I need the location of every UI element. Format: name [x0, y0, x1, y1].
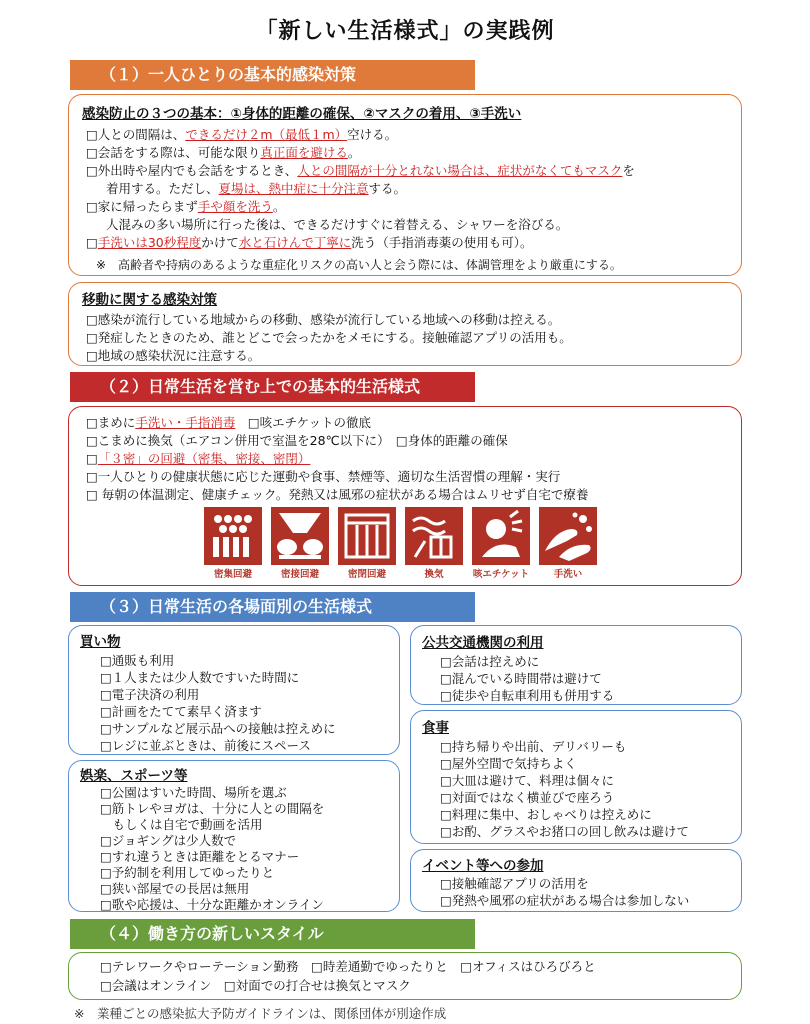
- transit-item: □徒歩や自転車利用も併用する: [440, 688, 615, 703]
- daily-line-3: □「３密」の回避（密集、密接、密閉）: [86, 451, 311, 466]
- leisure-item: □狭い部屋での長居は無用: [100, 881, 250, 896]
- work-style-line-1: □テレワークやローテーション勤務 □時差通勤でゆったりと □オフィスはひろびろと: [100, 959, 596, 974]
- movement-heading: 移動に関する感染対策: [82, 292, 217, 308]
- meals-item: □大皿は避けて、料理は個々に: [440, 773, 615, 788]
- basics-note: ※ 高齢者や持病のあるような重症化リスクの高い人と会う際には、体調管理をより厳重にする。: [96, 258, 622, 272]
- movement-item: □発症したときのため、誰とどこで会ったかをメモにする。接触確認アプリの活用も。: [86, 330, 572, 345]
- shopping-item: □計画をたてて素早く済ます: [100, 704, 262, 719]
- basics-line-4: 着用する。ただし、夏場は、熱中症に十分注意する。: [106, 181, 407, 196]
- meals-item: □屋外空間で気持ちよく: [440, 756, 577, 771]
- shopping-item: □サンプルなど展示品への接触は控えめに: [100, 721, 336, 736]
- meals-item: □対面ではなく横並びで座ろう: [440, 790, 615, 805]
- basics-line-5: □家に帰ったらまず手や顔を洗う。: [86, 199, 286, 214]
- shopping-item: □電子決済の利用: [100, 687, 200, 702]
- leisure-item: もしくは自宅で動画を活用: [100, 817, 263, 832]
- ventilation-label: 換気: [424, 569, 444, 580]
- meals-item: □料理に集中、おしゃべりは控えめに: [440, 807, 652, 822]
- basics-line-6: 人混みの多い場所に行った後は、できるだけすぐに着替える、シャワーを浴びる。: [106, 217, 569, 232]
- leisure-item: □すれ違うときは距離をとるマナー: [100, 849, 300, 864]
- section3-banner: （３）日常生活の各場面別の生活様式: [70, 592, 475, 622]
- leisure-item: □公園はすいた時間、場所を選ぶ: [100, 785, 287, 800]
- daily-line-4: □一人ひとりの健康状態に応じた運動や食事、禁煙等、適切な生活習慣の理解・実行: [86, 469, 561, 484]
- shopping-item: □レジに並ぶときは、前後にスペース: [100, 738, 311, 753]
- leisure-item: □ジョギングは少人数で: [100, 833, 237, 848]
- handwash-icon: [539, 507, 597, 565]
- events-heading: イベント等への参加: [422, 858, 544, 874]
- page-title: 「新しい生活様式」の実践例: [255, 19, 555, 44]
- work-style-line-2: □会議はオンライン □対面での打合せは換気とマスク: [100, 978, 411, 993]
- close-contact-label: 密接回避: [280, 569, 319, 580]
- daily-line-2: □こまめに換気（エアコン併用で室温を28℃以下に） □身体的距離の確保: [86, 433, 508, 448]
- basics-line-3: □外出時や屋内でも会話をするとき、人との間隔が十分とれない場合は、症状がなくてもマスクを: [86, 163, 635, 178]
- leisure-item: □予約制を利用してゆったりと: [100, 865, 275, 880]
- events-item: □接触確認アプリの活用を: [440, 876, 589, 891]
- basic-measures-heading: 感染防止の３つの基本：①身体的距離の確保、②マスクの着用、③手洗い: [82, 106, 522, 122]
- basics-line-1: □人との間隔は、できるだけ２m（最低１m）空ける。: [86, 127, 398, 142]
- meals-item: □持ち帰りや出前、デリバリーも: [440, 739, 627, 754]
- shopping-heading: 買い物: [80, 634, 121, 650]
- section2-banner: （２）日常生活を営む上での基本的生活様式: [70, 372, 475, 402]
- leisure-heading: 娯楽、スポーツ等: [80, 768, 188, 784]
- basics-line-7: □手洗いは30秒程度かけて水と石けんで丁寧に洗う（手指消毒薬の使用も可）。: [86, 235, 533, 250]
- closed-space-icon: [338, 507, 396, 565]
- cough-etiquette-label: 咳エチケット: [472, 569, 530, 580]
- shopping-item: □通販も利用: [100, 653, 175, 668]
- cough-etiquette-icon: [472, 507, 530, 565]
- crowd-icon: [204, 507, 262, 565]
- basics-line-2: □会話をする際は、可能な限り真正面を避ける。: [86, 145, 361, 160]
- shopping-item: □１人または少人数ですいた時間に: [100, 670, 300, 685]
- leisure-item: □筋トレやヨガは、十分に人との間隔を: [100, 801, 325, 816]
- daily-line-5: □ 毎朝の体温測定、健康チェック。発熱又は風邪の症状がある場合はムリせず自宅で療養: [86, 487, 589, 502]
- closed-space-label: 密閉回避: [347, 569, 386, 580]
- leisure-item: □歌や応援は、十分な距離かオンライン: [100, 897, 324, 912]
- transit-heading: 公共交通機関の利用: [422, 635, 544, 651]
- transit-item: □混んでいる時間帯は避けて: [440, 671, 602, 686]
- meals-heading: 食事: [422, 720, 449, 736]
- transit-item: □会話は控えめに: [440, 654, 540, 669]
- crowd-label: 密集回避: [213, 569, 252, 580]
- meals-item: □お酌、グラスやお猪口の回し飲みは避けて: [440, 824, 689, 839]
- close-contact-icon: [271, 507, 329, 565]
- footnote: ※ 業種ごとの感染拡大予防ガイドラインは、関係団体が別途作成: [74, 1006, 447, 1021]
- movement-item: □地域の感染状況に注意する。: [86, 348, 261, 363]
- events-item: □発熱や風邪の症状がある場合は参加しない: [440, 893, 690, 908]
- handwash-label: 手洗い: [553, 569, 583, 580]
- ventilation-icon: [405, 507, 463, 565]
- daily-line-1: □まめに手洗い・手指消毒 □咳エチケットの徹底: [86, 415, 372, 430]
- movement-item: □感染が流行している地域からの移動、感染が流行している地域への移動は控える。: [86, 312, 561, 327]
- section4-banner: （４）働き方の新しいスタイル: [70, 919, 475, 949]
- section1-banner: （１）一人ひとりの基本的感染対策: [70, 60, 475, 90]
